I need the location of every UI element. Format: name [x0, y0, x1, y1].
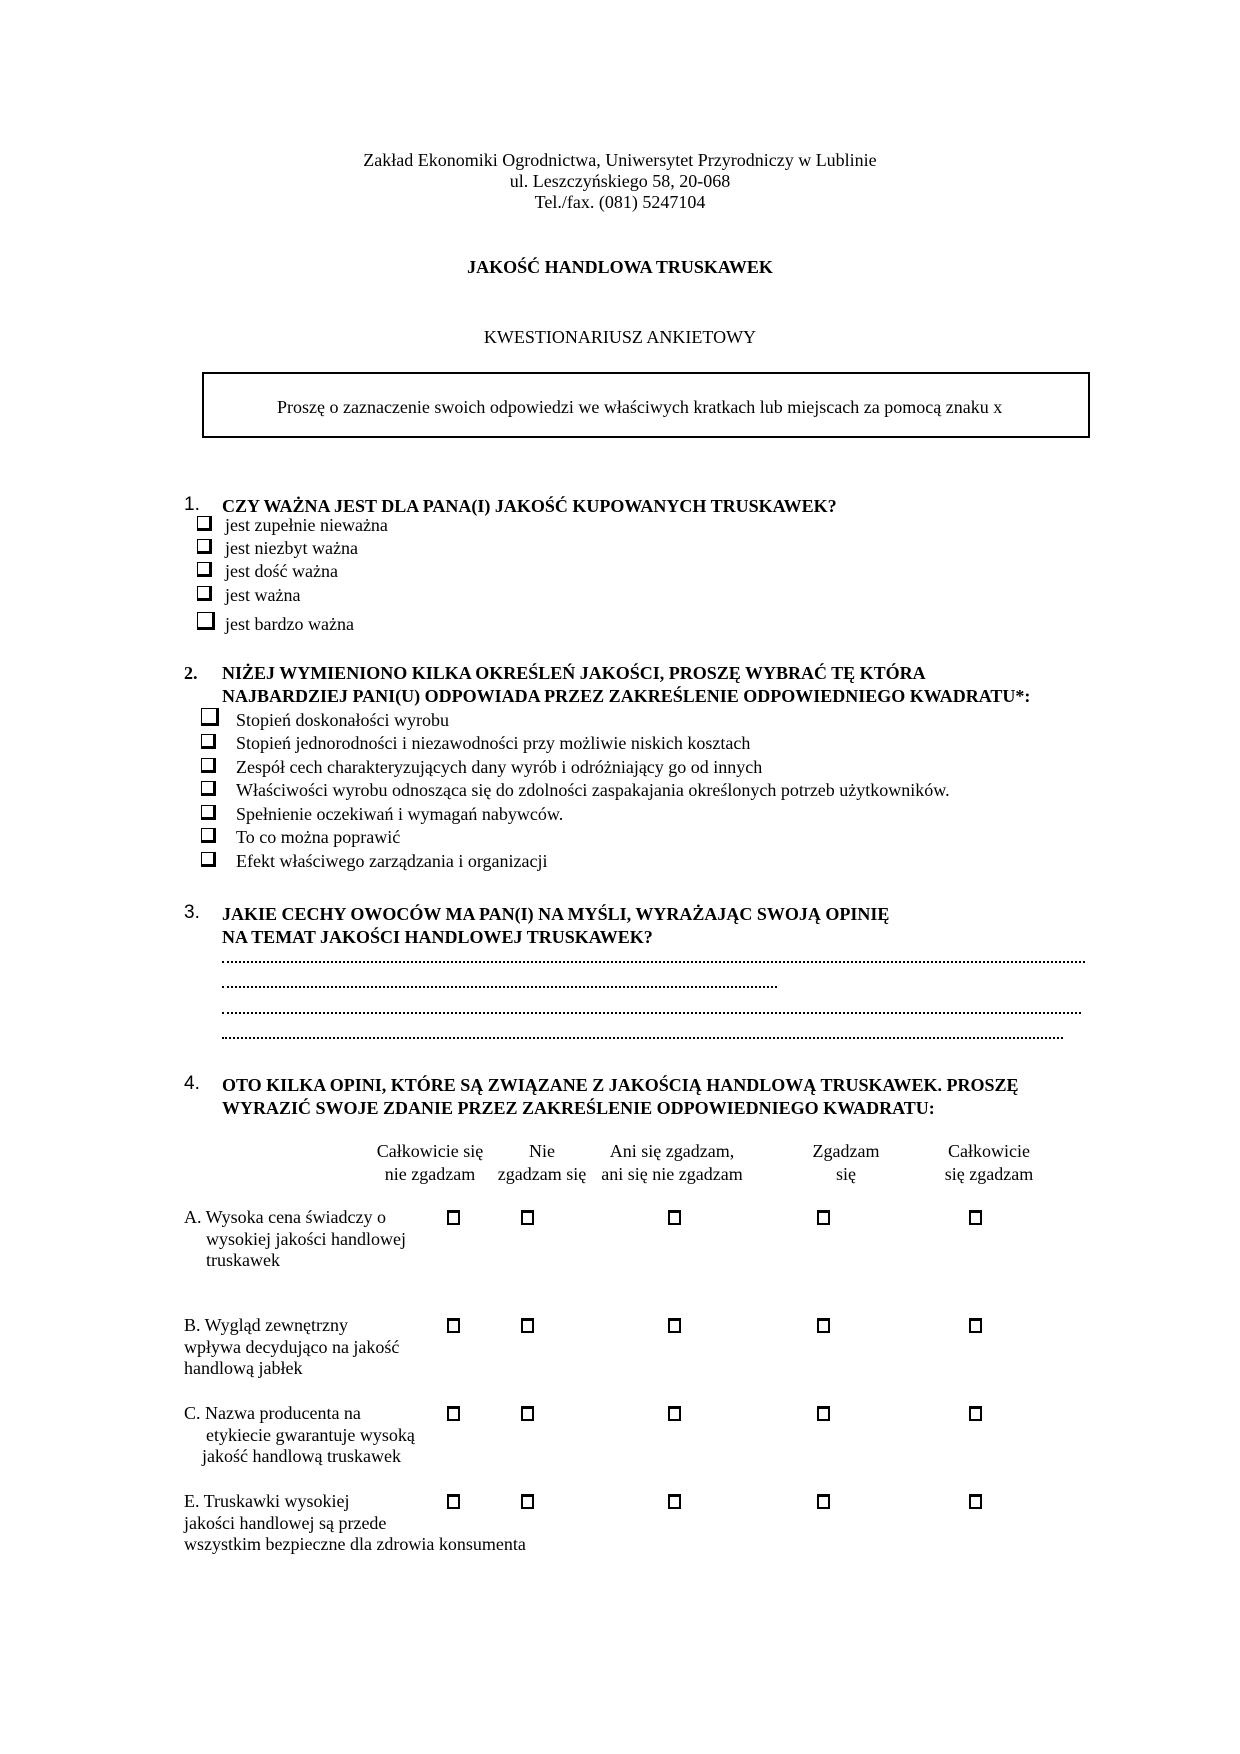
rating-checkbox[interactable]	[521, 1210, 534, 1225]
rating-checkbox[interactable]	[447, 1406, 460, 1421]
checkbox[interactable]	[201, 708, 219, 726]
q3-text-line2: NA TEMAT JAKOŚCI HANDLOWEJ TRUSKAWEK?	[222, 927, 653, 947]
scale-header: Zgadzam	[812, 1141, 880, 1161]
checkbox[interactable]	[201, 852, 216, 867]
rating-checkbox[interactable]	[521, 1406, 534, 1421]
rating-checkbox[interactable]	[447, 1494, 460, 1509]
rating-checkbox[interactable]	[817, 1494, 830, 1509]
rating-checkbox[interactable]	[668, 1494, 681, 1509]
q4-number: 4.	[184, 1073, 200, 1094]
scale-header: się zgadzam	[944, 1164, 1034, 1184]
q1-number: 1.	[184, 494, 200, 515]
document-title: JAKOŚĆ HANDLOWA TRUSKAWEK	[467, 257, 773, 277]
statement-text: etykiecie gwarantuje wysoką	[206, 1424, 415, 1445]
scale-header: nie zgadzam	[384, 1164, 476, 1184]
q2-text-line1: NIŻEJ WYMIENIONO KILKA OKREŚLEŃ JAKOŚCI, PROSZĘ WYBRAĆ TĘ KTÓRA	[222, 663, 926, 683]
statement-text: B. Wygląd zewnętrzny	[184, 1315, 349, 1335]
checkbox[interactable]	[197, 516, 212, 531]
statement-text: jakości handlowej są przede	[184, 1512, 387, 1533]
scale-header: zgadzam się	[497, 1164, 587, 1184]
answer-line[interactable]	[222, 1033, 1063, 1039]
answer-line[interactable]	[222, 982, 777, 988]
option-label: jest ważna	[225, 585, 301, 605]
statement-text: handlową jabłek	[184, 1358, 303, 1378]
institution-address: ul. Leszczyńskiego 58, 20-068	[509, 171, 731, 191]
q3-text-line1: JAKIE CECHY OWOCÓW MA PAN(I) NA MYŚLI, WYRAŻAJĄC SWOJĄ OPINIĘ	[222, 904, 890, 924]
checkbox[interactable]	[201, 805, 216, 820]
rating-checkbox[interactable]	[668, 1406, 681, 1421]
q4-text-line1: OTO KILKA OPINI, KTÓRE SĄ ZWIĄZANE Z JAKOŚCIĄ HANDLOWĄ TRUSKAWEK. PROSZĘ	[222, 1075, 1019, 1095]
q4-text-line2: WYRAZIĆ SWOJE ZDANIE PRZEZ ZAKREŚLENIE ODPOWIEDNIEGO KWADRATU:	[222, 1098, 935, 1118]
document-subtitle: KWESTIONARIUSZ ANKIETOWY	[483, 327, 757, 347]
statement-text: jakość handlową truskawek	[202, 1446, 401, 1466]
checkbox[interactable]	[201, 781, 216, 796]
scale-header: ani się nie zgadzam	[601, 1164, 743, 1184]
rating-checkbox[interactable]	[447, 1318, 460, 1333]
answer-line[interactable]	[222, 1008, 1081, 1014]
option-label: Stopień doskonałości wyrobu	[236, 710, 449, 730]
option-label: Stopień jednorodności i niezawodności przy możliwie niskich kosztach	[236, 733, 751, 753]
option-label: Właściwości wyrobu odnosząca się do zdolności zaspakajania określonych potrzeb użytkowników.	[236, 780, 950, 800]
statement-text: E. Truskawki wysokiej	[184, 1491, 350, 1511]
institution-phone: Tel./fax. (081) 5247104	[534, 192, 706, 212]
checkbox[interactable]	[197, 586, 212, 601]
q3-number: 3.	[184, 902, 200, 923]
option-label: To co można poprawić	[236, 827, 401, 847]
institution-name: Zakład Ekonomiki Ogrodnictwa, Uniwersytet Przyrodniczy w Lublinie	[363, 150, 877, 170]
statement-text: truskawek	[206, 1250, 280, 1270]
statement-text: C. Nazwa producenta na	[184, 1403, 361, 1423]
q2-number: 2.	[184, 663, 198, 683]
rating-checkbox[interactable]	[817, 1318, 830, 1333]
rating-checkbox[interactable]	[447, 1210, 460, 1225]
checkbox[interactable]	[197, 562, 212, 577]
option-label: jest zupełnie nieważna	[225, 515, 388, 535]
checkbox[interactable]	[201, 828, 216, 843]
rating-checkbox[interactable]	[969, 1494, 982, 1509]
scale-header: Całkowicie się	[376, 1141, 484, 1161]
instruction-text: Proszę o zaznaczenie swoich odpowiedzi we właściwych kratkach lub miejscach za pomocą znaku x	[277, 397, 1003, 417]
rating-checkbox[interactable]	[817, 1406, 830, 1421]
statement-text: wszystkim bezpieczne dla zdrowia konsumenta	[184, 1534, 526, 1554]
rating-checkbox[interactable]	[668, 1210, 681, 1225]
option-label: jest niezbyt ważna	[225, 538, 358, 558]
scale-header: Ani się zgadzam,	[609, 1141, 735, 1161]
checkbox[interactable]	[197, 612, 215, 630]
option-label: jest bardzo ważna	[225, 614, 354, 634]
statement-text: A. Wysoka cena świadczy o	[184, 1207, 387, 1227]
rating-checkbox[interactable]	[969, 1318, 982, 1333]
option-label: jest dość ważna	[225, 561, 338, 581]
option-label: Spełnienie oczekiwań i wymagań nabywców.	[236, 804, 564, 824]
q2-text-line2: NAJBARDZIEJ PANI(U) ODPOWIADA PRZEZ ZAKREŚLENIE ODPOWIEDNIEGO KWADRATU*:	[222, 686, 1031, 706]
q1-text: CZY WAŻNA JEST DLA PANA(I) JAKOŚĆ KUPOWANYCH TRUSKAWEK?	[222, 496, 837, 516]
scale-header: Nie	[529, 1141, 555, 1161]
checkbox[interactable]	[201, 734, 216, 749]
rating-checkbox[interactable]	[969, 1406, 982, 1421]
scale-header: Całkowicie	[948, 1141, 1030, 1161]
statement-text: wysokiej jakości handlowej	[206, 1228, 406, 1249]
rating-checkbox[interactable]	[668, 1318, 681, 1333]
option-label: Efekt właściwego zarządzania i organizacji	[236, 851, 548, 871]
rating-checkbox[interactable]	[969, 1210, 982, 1225]
scale-header: się	[836, 1164, 856, 1184]
rating-checkbox[interactable]	[521, 1318, 534, 1333]
checkbox[interactable]	[201, 758, 216, 773]
answer-line[interactable]	[222, 957, 1085, 963]
option-label: Zespół cech charakteryzujących dany wyrób i odróżniający go od innych	[236, 757, 763, 777]
checkbox[interactable]	[197, 539, 212, 554]
rating-checkbox[interactable]	[521, 1494, 534, 1509]
statement-text: wpływa decydująco na jakość	[184, 1336, 400, 1357]
rating-checkbox[interactable]	[817, 1210, 830, 1225]
